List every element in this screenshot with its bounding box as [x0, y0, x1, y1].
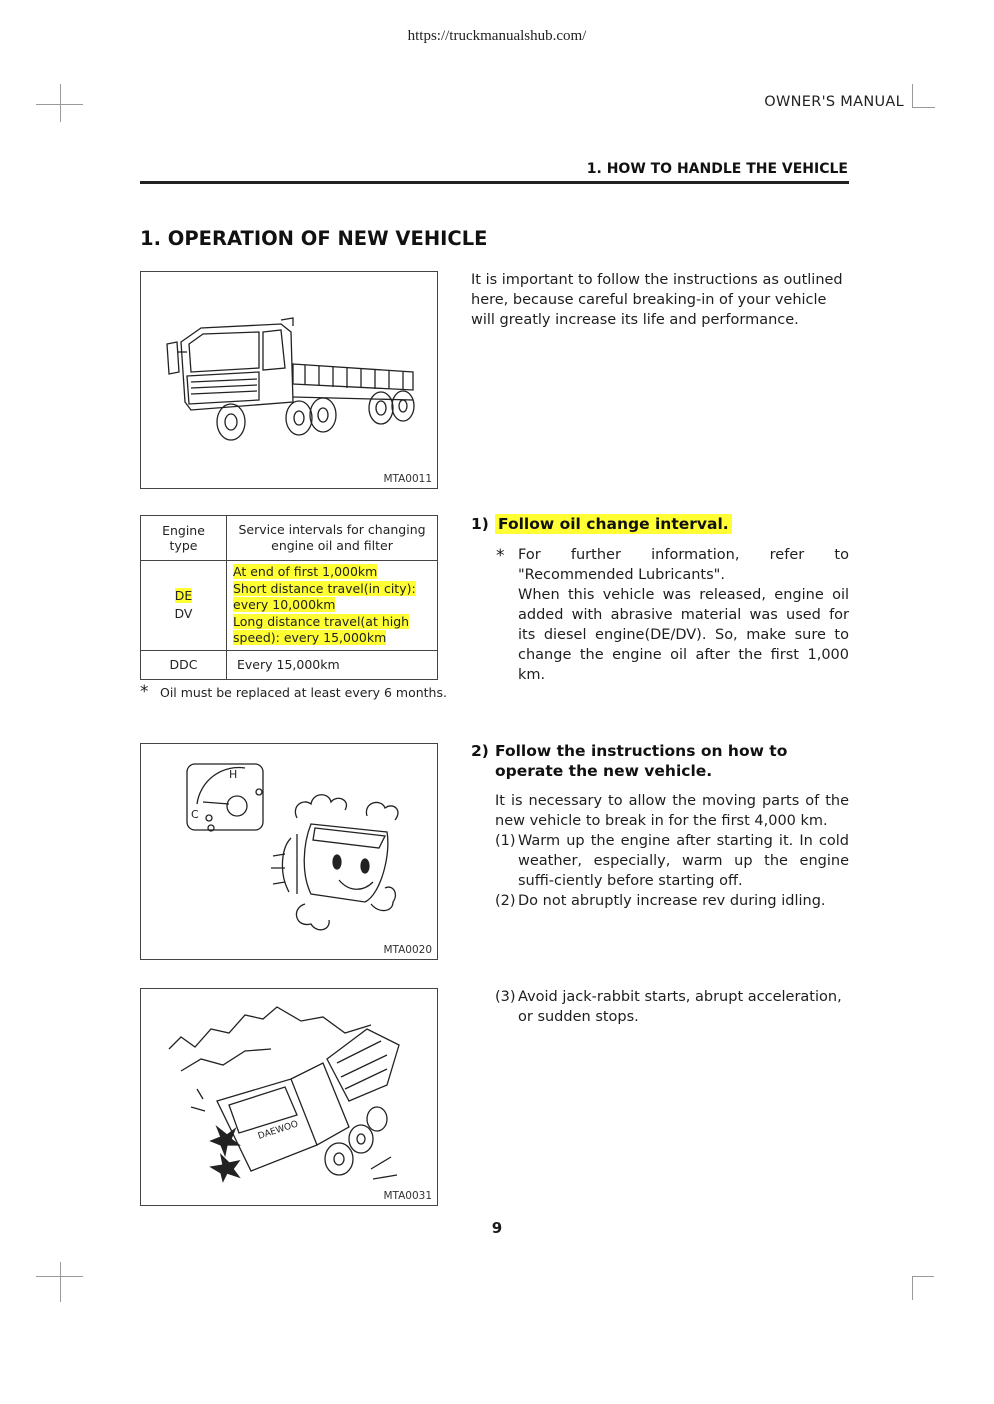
- section1-note-line1: For further information, refer to "Recommended Lubricants".: [518, 547, 849, 583]
- table-row: [141, 561, 438, 651]
- section2-number: 2): [471, 742, 489, 760]
- table-header-row: [141, 516, 438, 561]
- table-note: [140, 684, 450, 701]
- crop-mark-tl-v: [60, 84, 61, 122]
- section-title: 1. HOW TO HANDLE THE VEHICLE: [586, 161, 848, 177]
- figure-truck: [140, 271, 438, 489]
- crop-mark-tr-v: [912, 84, 913, 108]
- page-number: 9: [491, 1219, 503, 1237]
- dump-truck-icon: [141, 989, 437, 1189]
- list-item-number: (2): [495, 893, 516, 909]
- list-item-number: (1): [495, 833, 516, 849]
- asterisk-icon: *: [496, 546, 505, 566]
- interval-line-2: Short distance travel(in city):: [233, 580, 416, 596]
- crop-mark-br-v: [912, 1276, 913, 1300]
- interval-line-5: speed): every 15,000km: [233, 630, 387, 645]
- section2-list-item-3: [495, 987, 849, 1027]
- section1-note-line2: When this vehicle was released, engine oil added with abrasive material was used for its diesel engine(DE/DV). So, make sure to change the engine oil after the first 1,000 km.: [518, 587, 849, 683]
- crop-mark-tr-h: [913, 107, 935, 108]
- section1-note: [518, 545, 849, 685]
- engine-type-dv: DV: [174, 606, 193, 622]
- figure-code-engine: MTA0020: [383, 944, 432, 956]
- list-item-number: (3): [495, 989, 516, 1005]
- figure-code-jackrabbit: MTA0031: [383, 1190, 432, 1202]
- header-rule: [140, 181, 849, 184]
- svg-text:C: C: [191, 808, 199, 821]
- section1-number: 1): [471, 515, 489, 533]
- section2-title: Follow the instructions on how to operate the new vehicle.: [495, 742, 788, 780]
- list-item-text: Avoid jack-rabbit starts, abrupt acceleration, or sudden stops.: [518, 989, 842, 1025]
- section1-title: Follow oil change interval.: [495, 514, 732, 534]
- table-cell-engine: [141, 561, 227, 651]
- crop-mark-bl-v: [60, 1262, 61, 1302]
- asterisk-icon: *: [140, 682, 149, 702]
- manual-title: OWNER'S MANUAL: [764, 94, 904, 110]
- table-cell-engine: DDC: [141, 650, 227, 679]
- figure-jackrabbit: [140, 988, 438, 1206]
- interval-line-1: At end of first 1,000km: [233, 564, 378, 579]
- table-header-service-intervals: Service intervals for changing engine oil and filter: [227, 516, 438, 561]
- table-cell-interval: Every 15,000km: [227, 650, 438, 679]
- section1-heading: [471, 514, 732, 534]
- engine-gauge-icon: [141, 744, 437, 944]
- intro-paragraph: It is important to follow the instructions as outlined here, because careful breaking-in of your vehicle will greatly increase its life and performance.: [471, 272, 843, 328]
- service-interval-table: [140, 515, 438, 680]
- table-cell-interval: [227, 561, 438, 651]
- section2-intro: It is necessary to allow the moving parts of the new vehicle to break in for the first 4,000 km.: [495, 793, 849, 829]
- interval-line-4: Long distance travel(at high: [233, 613, 410, 629]
- table-header-engine-type: Engine type: [141, 516, 227, 561]
- figure-code-truck: MTA0011: [383, 473, 432, 485]
- section2-list-item-1: [495, 831, 849, 891]
- section2-heading: [471, 741, 849, 781]
- table-row: [141, 650, 438, 679]
- figure-engine: [140, 743, 438, 960]
- cargo-truck-icon: [141, 272, 437, 472]
- engine-type-de: DE: [174, 588, 193, 604]
- svg-text:H: H: [229, 768, 238, 781]
- section2-list-item-2: [495, 891, 849, 911]
- list-item-text: Do not abruptly increase rev during idling.: [518, 893, 826, 909]
- interval-line-3: every 10,000km: [233, 597, 336, 612]
- list-item-text: Warm up the engine after starting it. In cold weather, especially, warm up the engine suffi-ciently before starting off.: [518, 833, 849, 889]
- crop-mark-br-h: [912, 1276, 934, 1277]
- svg-text:DAEWOO: DAEWOO: [256, 1119, 300, 1142]
- source-url[interactable]: https://truckmanualshub.com/: [407, 28, 587, 44]
- table-note-text: Oil must be replaced at least every 6 months.: [160, 685, 447, 700]
- main-heading: 1. OPERATION OF NEW VEHICLE: [140, 227, 488, 250]
